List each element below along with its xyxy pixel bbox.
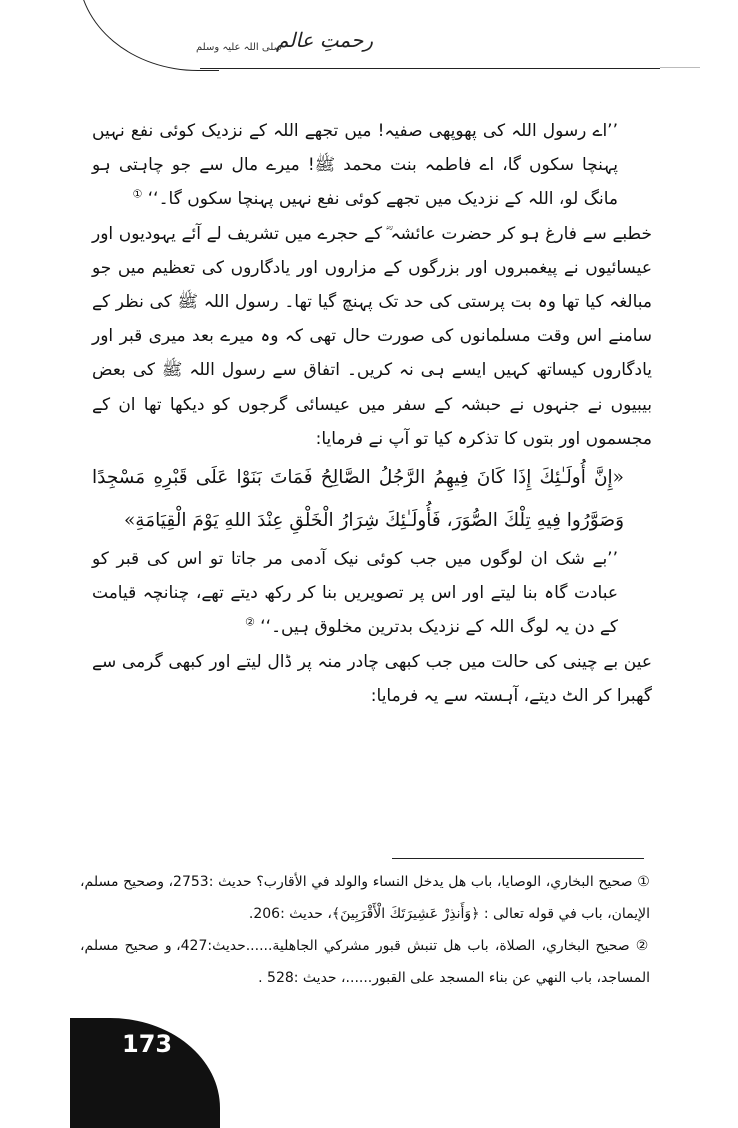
quote-paragraph-2 [92,542,652,645]
footnote-marker-1: ① [132,187,143,201]
header-ornament-arc [78,0,219,71]
running-header-title: رحمتِ عالم [276,28,374,52]
footnote-1: ① صحيح البخاري، الوصايا، باب هل يدخل النساء والولد في الأقارب؟ حديث :2753، وصحيح مسلم، الإيمان، باب في قوله تعالى : ﴿وَأَنذِرْ عَشِيرَتَكَ الْأَقْرَبِينَ﴾، حديث :206. [80,874,650,922]
body-paragraph-1: خطبے سے فارغ ہو کر حضرت عائشہ ؓ کے حجرے میں تشریف لے آئے یہودیوں اور عیسائیوں نے پیغمبروں اور بزرگوں کے مزاروں اور یادگاروں کی تعظیم میں جو مبالغہ کیا تھا وہ بت پرستی کی حد تک پہنچ گیا تھا۔ رسول اللہ ﷺ کی نظر کے سامنے اس وقت مسلمانوں کی صورت حال تھی کہ وہ میرے بعد میری قبر اور یادگاروں کیساتھ کہیں ایسے ہی نہ کریں۔ اتفاق سے رسول اللہ ﷺ کی بعض بیبیوں نے جنہوں نے حبشہ کے سفر میں عیسائی گرجوں کو دیکھا تھا ان کے مجسموں اور بتوں کا تذکرہ کیا تو آپ نے فرمایا: [92,223,652,449]
running-header-subtitle: صلی اللہ علیہ وسلم [196,42,282,53]
main-text [92,114,652,713]
page-number: 173 [122,1030,173,1058]
quote-paragraph-1 [92,114,652,217]
hadith-arabic: «إِنَّ أُولَـٰئِكَ إِذَا كَانَ فِيهِمُ الرَّجُلُ الصَّالِحُ فَمَاتَ بَنَوْا عَلَى قَبْرِهِ مَسْجِدًا وَصَوَّرُوا فِيهِ تِلْكَ الصُّوَرَ، فَأُولَـٰئِكَ شِرَارُ الْخَلْقِ عِنْدَ اللهِ يَوْمَ الْقِيَامَةِ» [92,467,624,532]
footnote-separator [392,858,644,859]
quote-text-1: ’’اے رسول اللہ کی پھوپھی صفیہ! میں تجھے اللہ کے نزدیک کوئی نفع نہیں پہنچا سکوں گا، اے فاطمہ بنت محمد ﷺ! میرے مال سے جو چاہتی ہو مانگ لو، اللہ کے نزدیک میں تجھے کوئی نفع نہیں پہنچا سکوں گا۔‘‘ [92,121,618,210]
header-rule [200,68,660,69]
quote-text-2: ’’بے شک ان لوگوں میں جب کوئی نیک آدمی مر جاتا تو اس کی قبر کو عبادت گاہ بنا لیتے اور اس پر تصویریں بنا کر رکھ دیتے تھے، چنانچہ قیامت کے دن یہ لوگ اللہ کے نزدیک بدترین مخلوق ہیں۔‘‘ [92,549,618,638]
footnote-marker-2: ② [245,615,255,629]
body-paragraph-2: عین بے چینی کی حالت میں جب کبھی چادر منہ پر ڈال لیتے اور کبھی گرمی سے گھبرا کر الٹ دیتے، آہستہ سے یہ فرمایا: [92,651,652,706]
footnotes [80,866,650,994]
footnote-2: ② صحيح البخاري، الصلاة، باب هل تنبش قبور مشركي الجاهلية......حديث:427، و صحيح مسلم، المساجد، باب النهي عن بناء المسجد على القبور......، حديث :528 . [80,938,650,986]
